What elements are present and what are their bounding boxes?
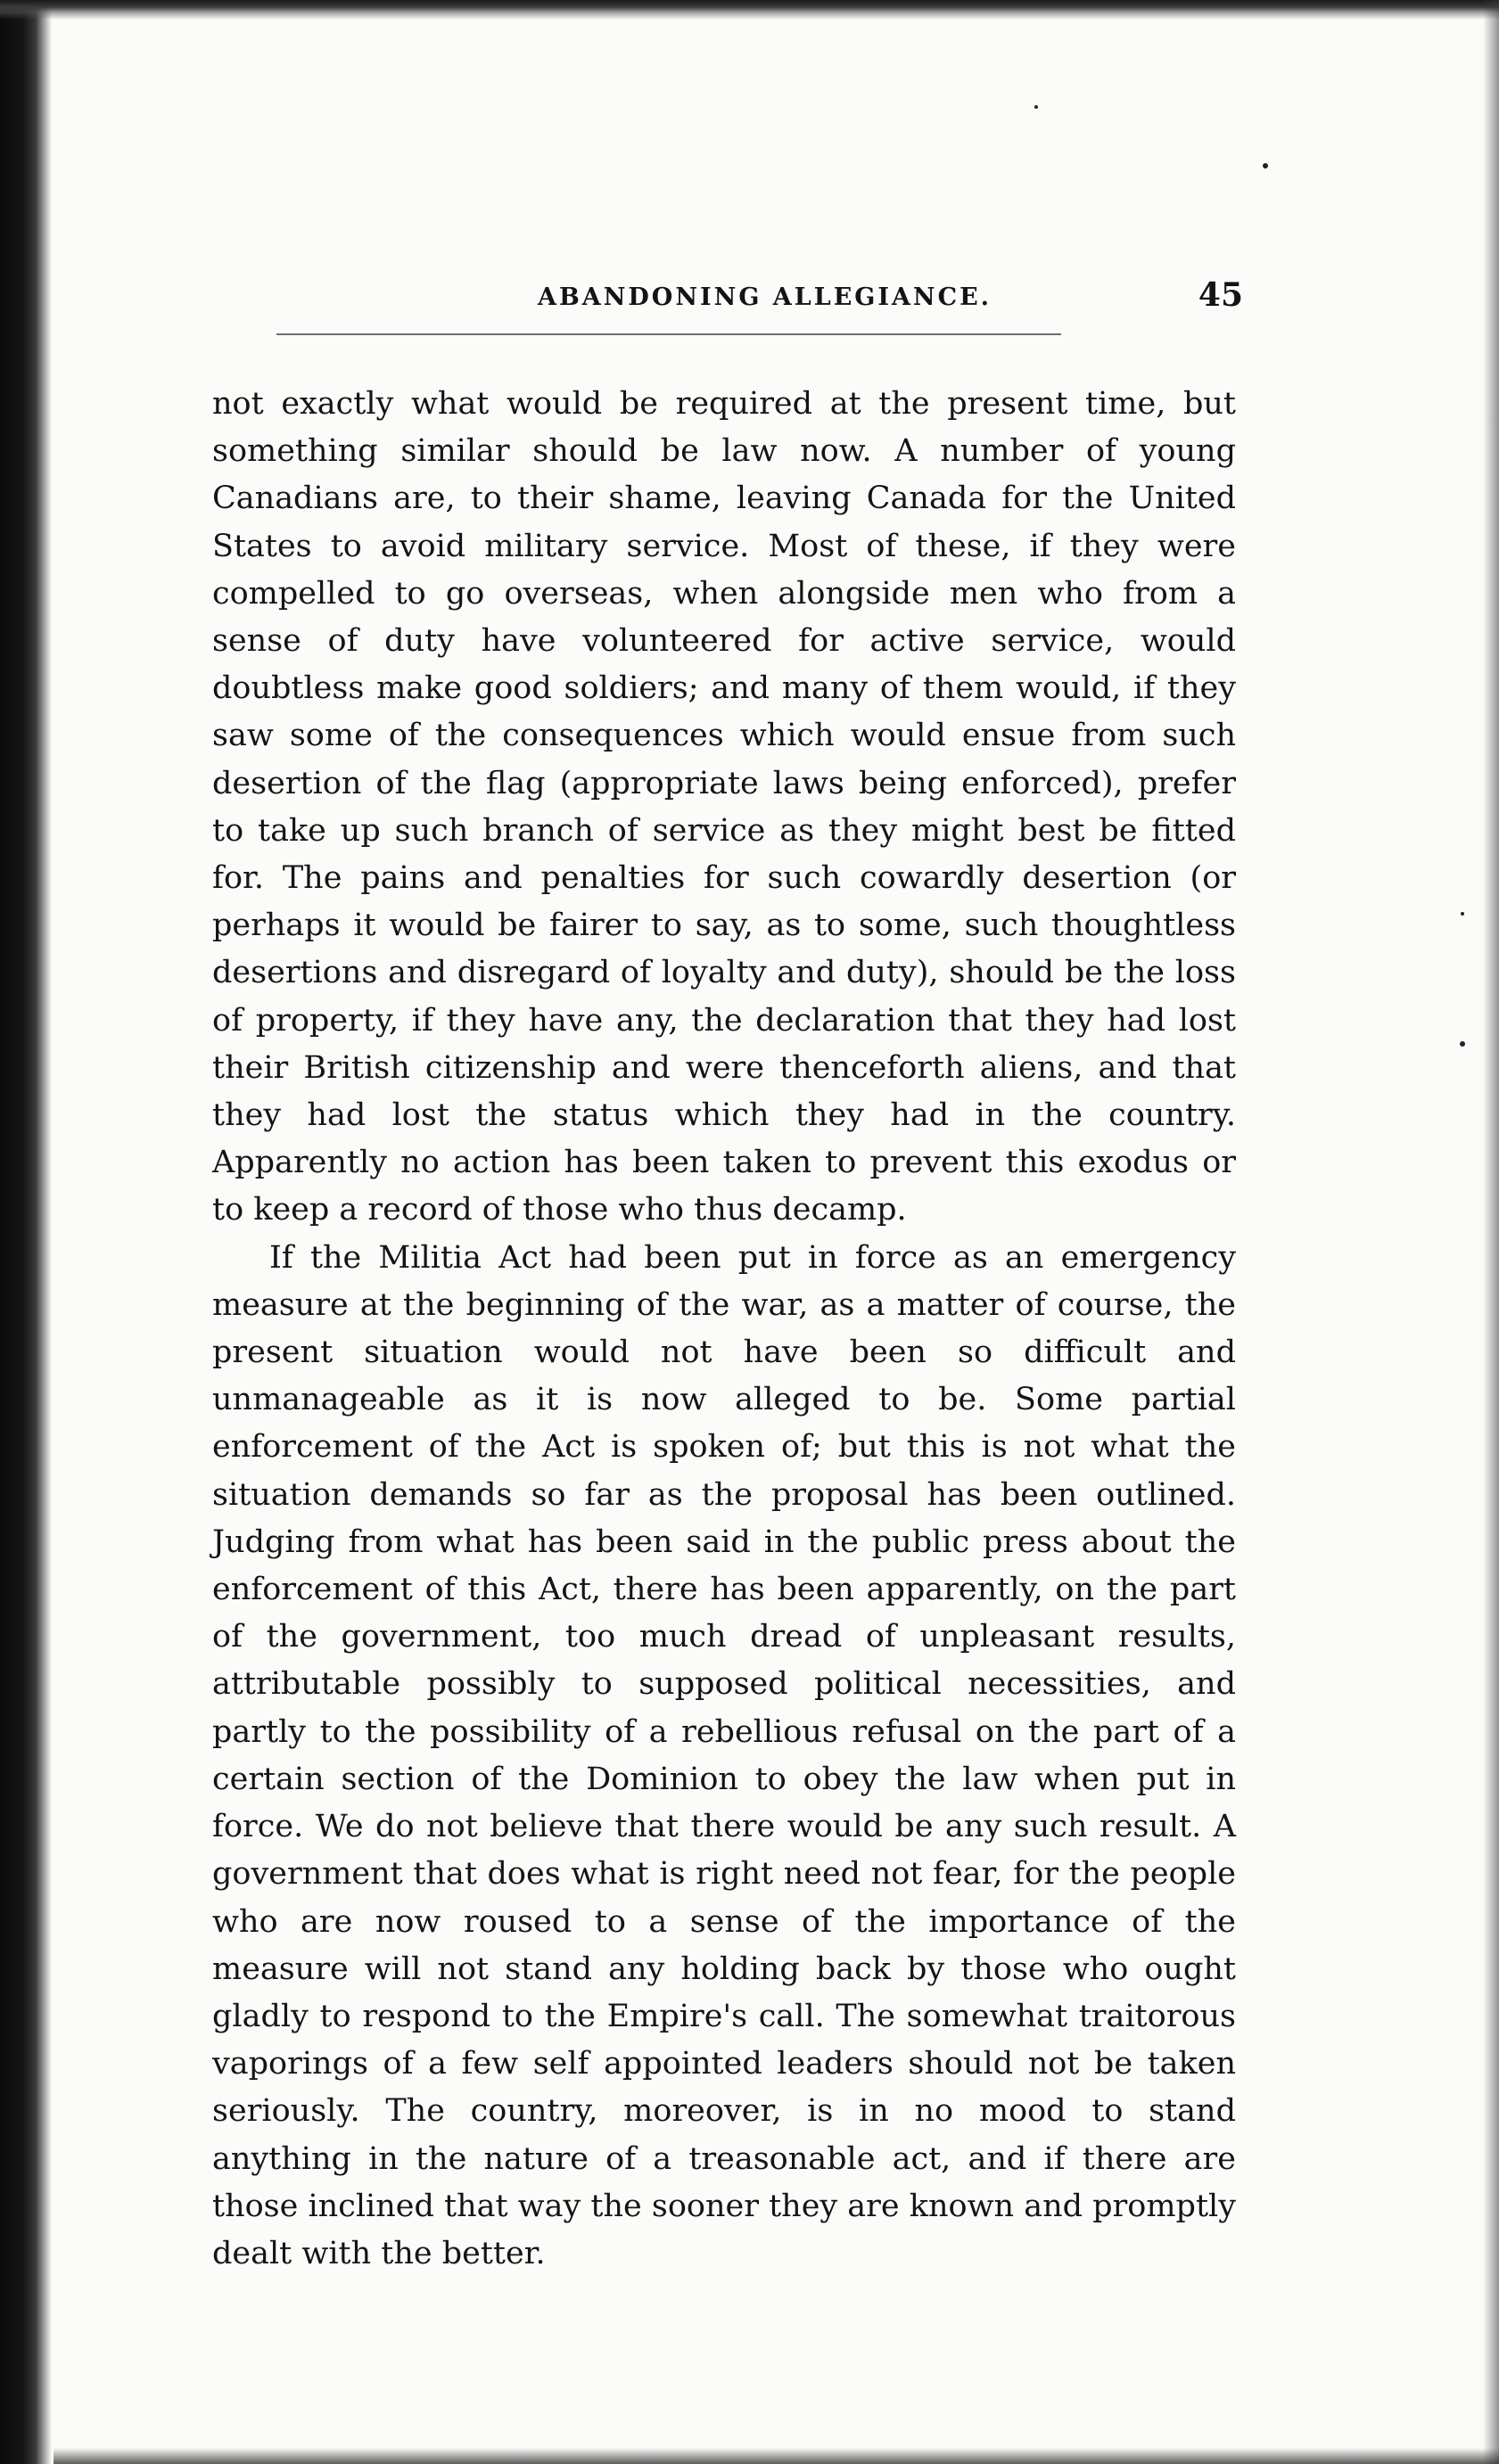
page-header bbox=[212, 275, 1243, 319]
body-text bbox=[212, 381, 1236, 2278]
header-rule bbox=[276, 333, 1061, 335]
scan-speck bbox=[1034, 105, 1038, 109]
scan-speck bbox=[1461, 912, 1464, 916]
scan-speck bbox=[1263, 163, 1268, 168]
scan-edge-bottom bbox=[54, 2448, 1499, 2464]
running-head: ABANDONING ALLEGIANCE. bbox=[538, 283, 992, 311]
scan-edge-top bbox=[0, 0, 1499, 20]
scan-speck bbox=[1460, 1041, 1465, 1047]
page-number: 45 bbox=[1198, 276, 1243, 314]
scan-edge-left bbox=[0, 0, 52, 2464]
paragraph: If the Militia Act had been put in force as an emergency measure at the beginning of the war, as a matter of course, the present situation would not have been so difficult and unmanageable as it is now alleged to be. Some partial enforcement of the Act is spoken of; but this is not what the situation demands so far as the proposal has been outlined. Judging from what has been said in the public press about the enforcement of this Act, there has been apparently, on the part of the government, too much dread of unpleasant results, attributable possibly to supposed political necessities, and partly to the possibility of a rebellious refusal on the part of a certain section of the Dominion to obey the law when put in force. We do not believe that there would be any such result. A government that does what is right need not fear, for the people who are now roused to a sense of the importance of the measure will not stand any holding back by those who ought gladly to respond to the Empire's call. The somewhat traitorous vaporings of a few self appointed leaders should not be taken seriously. The country, moreover, is in no mood to stand anything in the nature of a treasonable act, and if there are those inclined that way the sooner they are known and promptly dealt with the better. bbox=[212, 1239, 1236, 2271]
paragraph: not exactly what would be required at the present time, but something similar should be law now. A number of young Canadians are, to their shame, leaving Canada for the United States to avoid military service. Most of these, if they were compelled to go overseas, when alongside men who from a sense of duty have volunteered for active service, would doubtless make good soldiers; and many of them would, if they saw some of the consequences which would ensue from such desertion of the flag (appropriate laws being enforced), prefer to take up such branch of service as they might best be fitted for. The pains and penalties for such cowardly desertion (or perhaps it would be fairer to say, as to some, such thoughtless desertions and disregard of loyalty and duty), should be the loss of property, if they have any, the declaration that they had lost their British citizenship and were thenceforth aliens, and that they had lost the status which they had in the country. Apparently no action has been taken to prevent this exodus or to keep a record of those who thus decamp. bbox=[212, 386, 1236, 1228]
scan-edge-right bbox=[1483, 0, 1499, 2464]
